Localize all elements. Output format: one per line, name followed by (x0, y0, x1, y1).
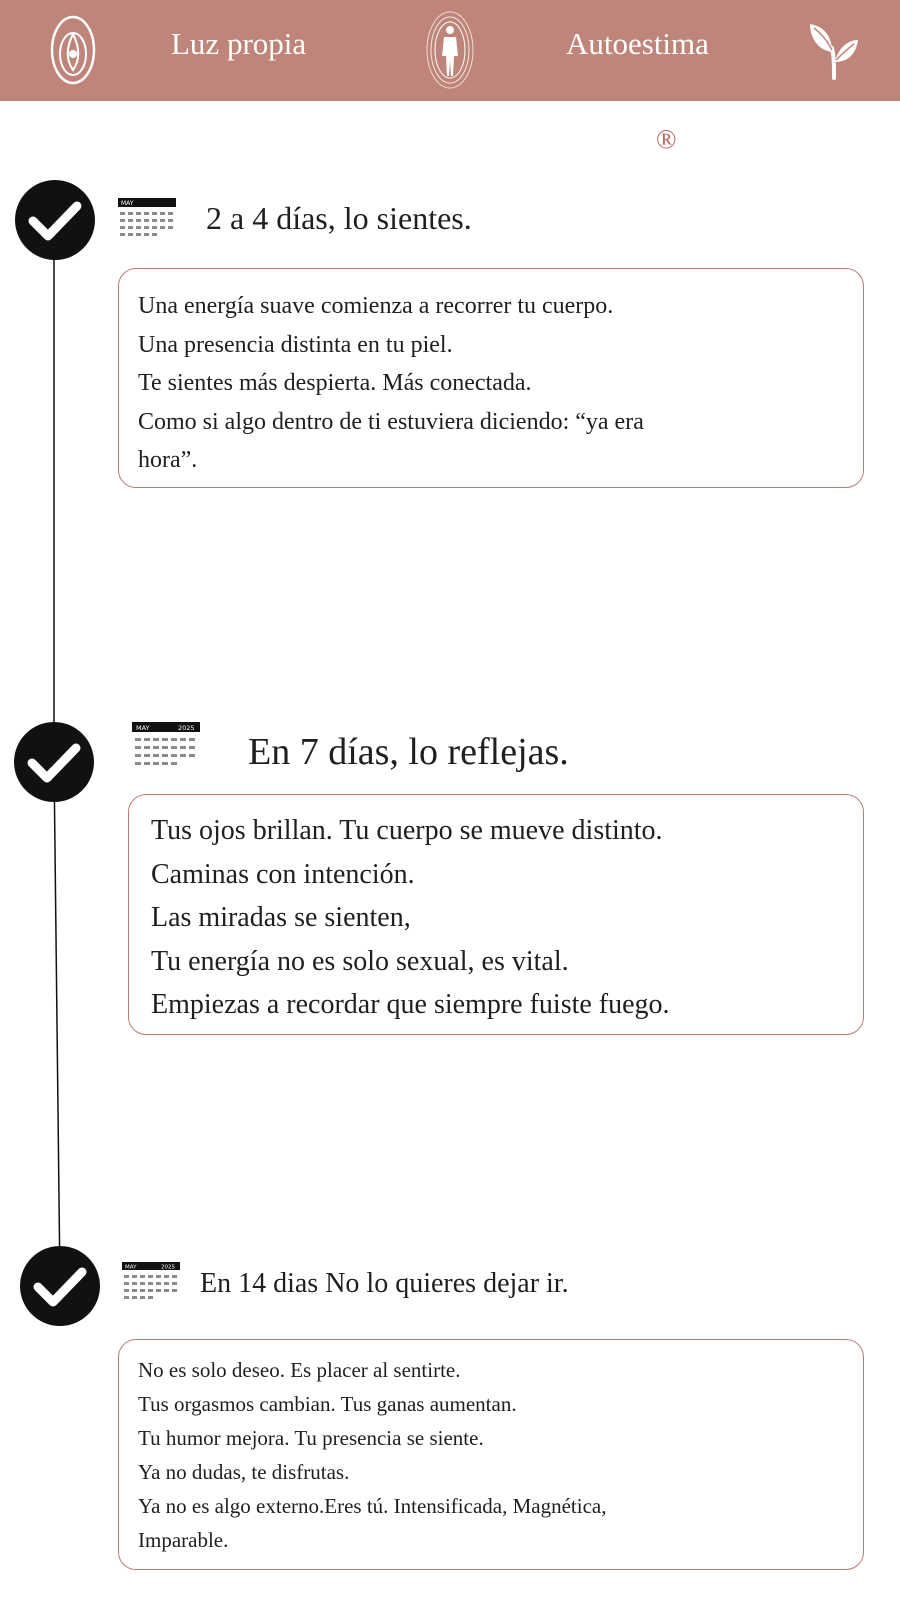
step-1-line: Como si algo dentro de ti estuviera diciendo: “ya era (138, 408, 644, 435)
step-2-line: Empiezas a recordar que siempre fuiste fuego. (151, 989, 670, 1020)
step-1-line: hora”. (138, 447, 198, 473)
step-1-check-icon (15, 180, 95, 260)
step-3-card (118, 1339, 864, 1570)
step-2-check-icon (14, 722, 94, 802)
step-2-card (128, 794, 864, 1035)
step-1-title: 2 a 4 días, lo sientes. (206, 200, 472, 236)
step-2-line: Tu energía no es solo sexual, es vital. (151, 945, 569, 977)
step-1-line: Una energía suave comienza a recorrer tu cuerpo. (138, 293, 614, 319)
step-2-line: Las miradas se sienten, (151, 902, 411, 933)
registered-mark: ® (656, 124, 677, 154)
step-2-calendar-icon (132, 722, 200, 770)
step-3-calendar-icon (122, 1262, 180, 1304)
step-2-line: Caminas con intención. (151, 858, 415, 890)
step-2-line: Tus ojos brillan. Tu cuerpo se mueve distinto. (151, 815, 663, 846)
section-name: Autoestima (566, 26, 709, 61)
step-3-check-icon (20, 1246, 100, 1326)
step-2-calendar-year: 2025 (178, 724, 195, 732)
step-3-line: Imparable. (138, 1528, 229, 1552)
step-1-calendar-icon (118, 198, 176, 242)
step-3-calendar-month: MAY (125, 1264, 137, 1271)
step-2-calendar-month: MAY (136, 724, 150, 732)
step-1-line: Una presencia distinta en tu piel. (138, 331, 453, 358)
step-3-line: Tus orgasmos cambian. Tus ganas aumentan. (138, 1392, 517, 1416)
step-1-card (118, 268, 864, 488)
step-3-line: Tu humor mejora. Tu presencia se siente. (138, 1426, 484, 1450)
step-2-title: En 7 días, lo reflejas. (248, 731, 569, 773)
step-1-calendar-month: MAY (121, 200, 134, 207)
step-3-line: No es solo deseo. Es placer al sentirte. (138, 1358, 461, 1382)
step-3-calendar-year: 2025 (161, 1264, 175, 1271)
step-3-line: Ya no es algo externo.Eres tú. Intensificada, Magnética, (138, 1494, 607, 1518)
step-1-line: Te sientes más despierta. Más conectada. (138, 370, 532, 396)
step-3-title: En 14 dias No lo quieres dejar ir. (200, 1268, 569, 1299)
brand-name: Luz propia (171, 26, 307, 61)
step-3-line: Ya no dudas, te disfrutas. (138, 1460, 350, 1484)
